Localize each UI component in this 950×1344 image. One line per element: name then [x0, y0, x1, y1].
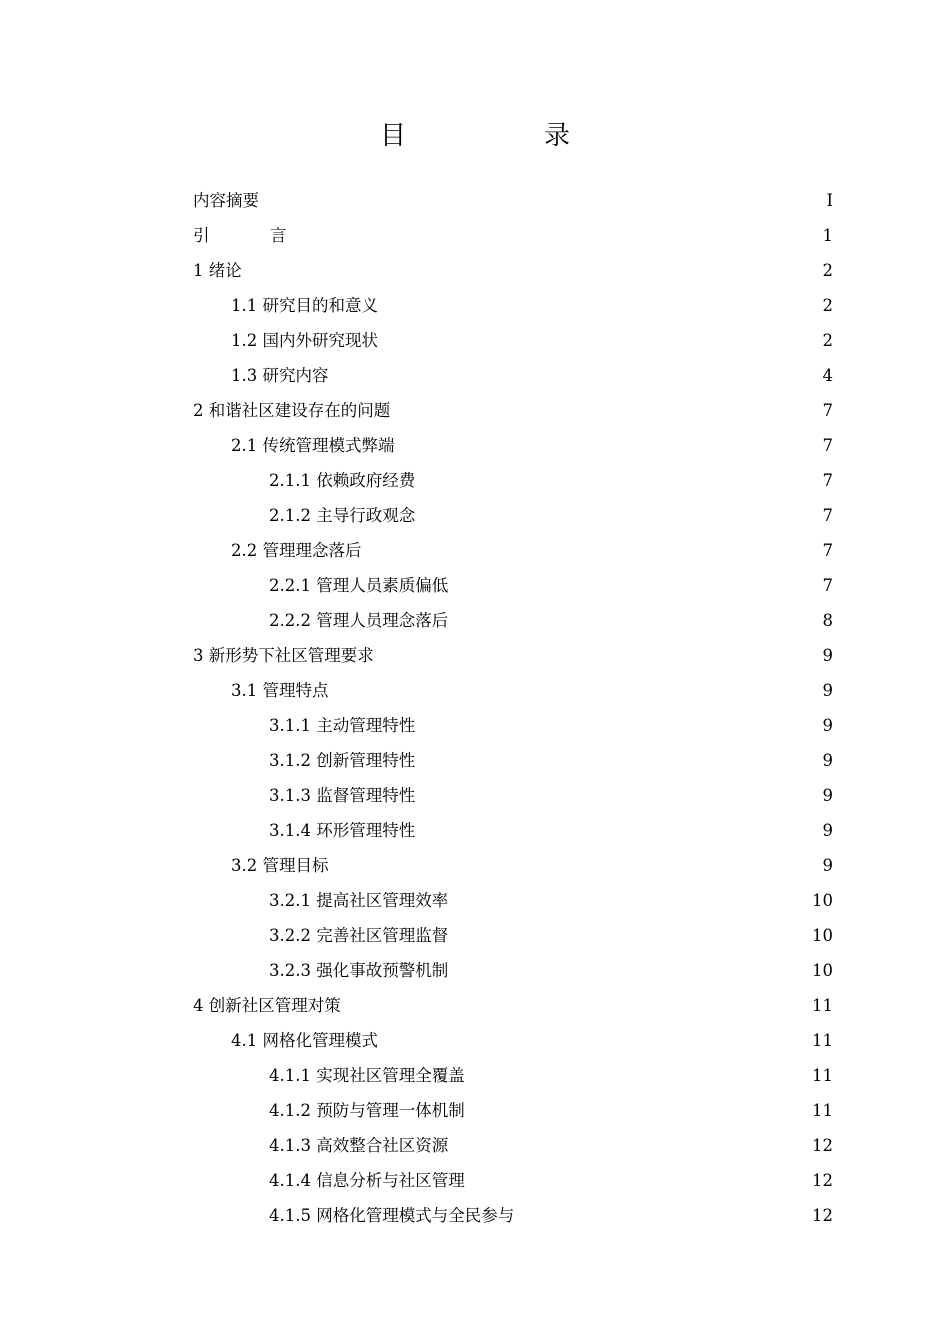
toc-entry-page-number: 9: [822, 786, 833, 805]
toc-entry-page-number: 12: [812, 1171, 833, 1190]
toc-entry[interactable]: [193, 253, 833, 288]
toc-entry-label: 4.1.3 高效整合社区资源: [269, 1136, 449, 1155]
toc-entry[interactable]: [193, 673, 833, 708]
toc-entry-label: 1.2 国内外研究现状: [231, 331, 378, 350]
toc-entry[interactable]: [193, 1093, 833, 1128]
toc-entry-page-number: 7: [822, 436, 833, 455]
toc-entry-page-number: 7: [822, 541, 833, 560]
toc-entry-label: 1.1 研究目的和意义: [231, 296, 378, 315]
toc-entry-label: 3.1.1 主动管理特性: [269, 716, 416, 735]
toc-entry-label: 3.1 管理特点: [231, 681, 329, 700]
toc-entry-label: 1 绪论: [193, 261, 242, 280]
toc-entry-page-number: 9: [822, 856, 833, 875]
toc-entry-page-number: 11: [812, 1031, 833, 1050]
toc-entry[interactable]: [193, 603, 833, 638]
toc-entry[interactable]: [193, 883, 833, 918]
toc-entry-label: 引 言: [193, 226, 309, 245]
toc-entry-label: 内容摘要: [193, 191, 259, 210]
toc-entry[interactable]: [193, 988, 833, 1023]
toc-entry-label: 3.1.4 环形管理特性: [269, 821, 416, 840]
toc-entry[interactable]: [193, 813, 833, 848]
toc-entry-page-number: 10: [812, 926, 833, 945]
toc-entry-label: 3.2.1 提高社区管理效率: [269, 891, 449, 910]
toc-entry-label: 3.2.3 强化事故预警机制: [269, 961, 449, 980]
toc-entry-page-number: 2: [822, 296, 833, 315]
toc-entry-page-number: 7: [822, 471, 833, 490]
toc-entry[interactable]: [193, 393, 833, 428]
toc-entry[interactable]: [193, 743, 833, 778]
toc-entry-page-number: 10: [812, 891, 833, 910]
toc-entry-page-number: 12: [812, 1136, 833, 1155]
toc-entry[interactable]: [193, 358, 833, 393]
toc-entry[interactable]: [193, 533, 833, 568]
toc-entry-label: 3.2.2 完善社区管理监督: [269, 926, 449, 945]
toc-entry[interactable]: [193, 218, 833, 253]
toc-entry-label: 2.2.1 管理人员素质偏低: [269, 576, 449, 595]
toc-entry[interactable]: [193, 1023, 833, 1058]
toc-entry-label: 3.1.3 监督管理特性: [269, 786, 416, 805]
toc-entry[interactable]: [193, 778, 833, 813]
toc-entry-label: 4 创新社区管理对策: [193, 996, 341, 1015]
toc-entry[interactable]: [193, 498, 833, 533]
toc-entry-page-number: 9: [822, 821, 833, 840]
toc-entry-label: 3 新形势下社区管理要求: [193, 646, 374, 665]
toc-entry-label: 2.1.2 主导行政观念: [269, 506, 416, 525]
toc-entry-page-number: 11: [812, 996, 833, 1015]
toc-entry-label: 1.3 研究内容: [231, 366, 329, 385]
toc-entry[interactable]: [193, 323, 833, 358]
toc-entry-label: 4.1.4 信息分析与社区管理: [269, 1171, 465, 1190]
toc-entry[interactable]: [193, 288, 833, 323]
toc-entry-label: 4.1 网格化管理模式: [231, 1031, 378, 1050]
toc-entry-page-number: 11: [812, 1101, 833, 1120]
toc-list: [193, 183, 833, 1233]
toc-entry[interactable]: [193, 918, 833, 953]
toc-title: 目 录: [379, 121, 626, 151]
toc-entry-label: 4.1.2 预防与管理一体机制: [269, 1101, 465, 1120]
toc-entry-page-number: 2: [822, 331, 833, 350]
toc-entry-page-number: 1: [822, 226, 833, 245]
toc-entry[interactable]: [193, 183, 833, 218]
toc-entry-page-number: 9: [822, 716, 833, 735]
toc-entry[interactable]: [193, 428, 833, 463]
toc-entry-page-number: 9: [822, 646, 833, 665]
toc-entry-label: 4.1.5 网格化管理模式与全民参与: [269, 1206, 515, 1225]
toc-entry[interactable]: [193, 848, 833, 883]
toc-entry[interactable]: [193, 463, 833, 498]
toc-entry-label: 2 和谐社区建设存在的问题: [193, 401, 391, 420]
toc-entry[interactable]: [193, 1163, 833, 1198]
toc-entry-label: 3.2 管理目标: [231, 856, 329, 875]
toc-entry-page-number: 11: [812, 1066, 833, 1085]
toc-entry-label: 2.2 管理理念落后: [231, 541, 362, 560]
toc-entry-label: 4.1.1 实现社区管理全覆盖: [269, 1066, 465, 1085]
toc-entry[interactable]: [193, 1058, 833, 1093]
toc-entry-page-number: 10: [812, 961, 833, 980]
toc-entry[interactable]: [193, 1198, 833, 1233]
toc-entry-page-number: 7: [822, 506, 833, 525]
toc-entry-page-number: 4: [822, 366, 833, 385]
toc-entry-page-number: 9: [822, 681, 833, 700]
toc-entry-label: 2.1 传统管理模式弊端: [231, 436, 395, 455]
toc-entry[interactable]: [193, 953, 833, 988]
toc-entry[interactable]: [193, 568, 833, 603]
toc-entry-label: 3.1.2 创新管理特性: [269, 751, 416, 770]
toc-entry-page-number: 8: [822, 611, 833, 630]
toc-entry[interactable]: [193, 708, 833, 743]
toc-entry-label: 2.2.2 管理人员理念落后: [269, 611, 449, 630]
toc-entry-page-number: I: [826, 191, 833, 210]
toc-entry[interactable]: [193, 1128, 833, 1163]
toc-entry-label: 2.1.1 依赖政府经费: [269, 471, 416, 490]
toc-entry-page-number: 9: [822, 751, 833, 770]
toc-entry[interactable]: [193, 638, 833, 673]
toc-entry-page-number: 7: [822, 576, 833, 595]
toc-entry-page-number: 12: [812, 1206, 833, 1225]
toc-entry-page-number: 2: [822, 261, 833, 280]
toc-entry-page-number: 7: [822, 401, 833, 420]
